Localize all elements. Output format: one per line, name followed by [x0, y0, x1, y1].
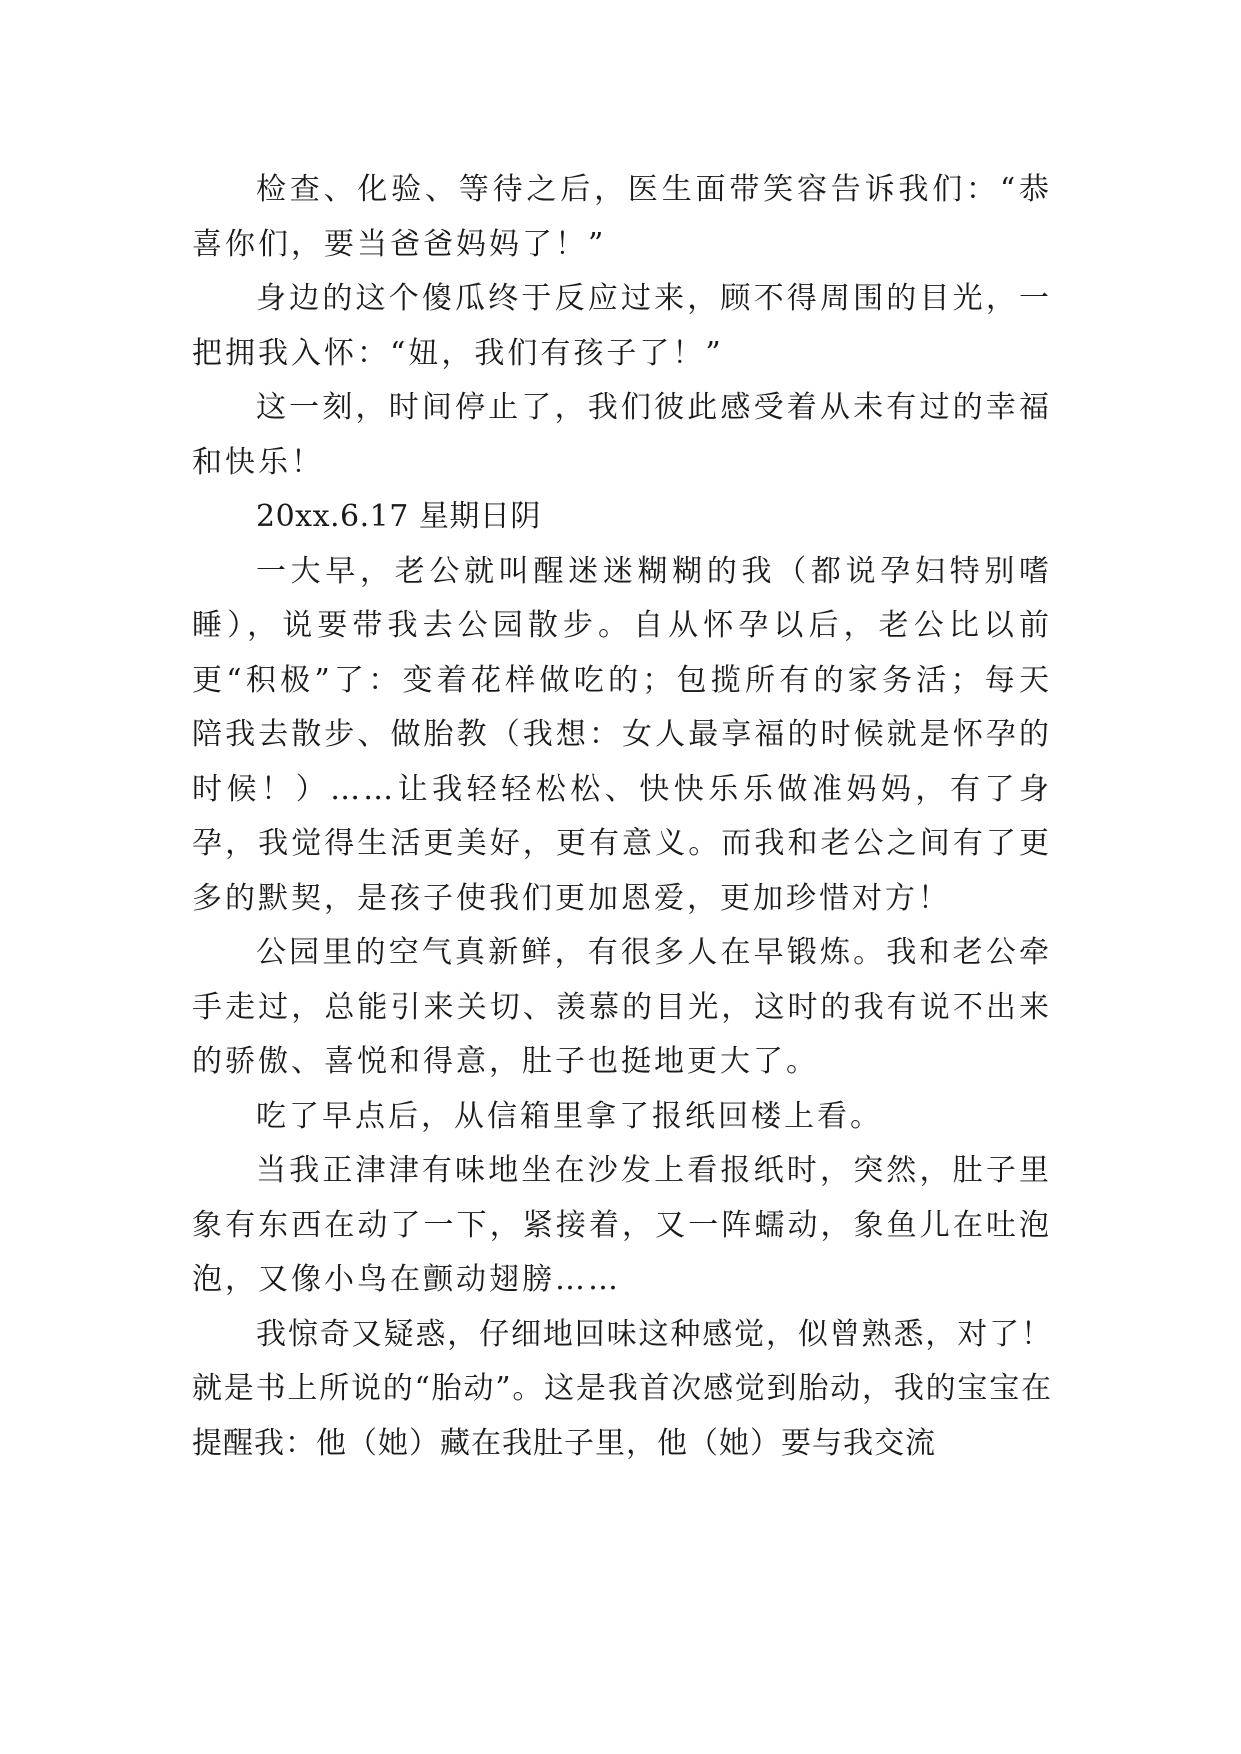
paragraph: 这一刻，时间停止了，我们彼此感受着从未有过的幸福和快乐！ — [192, 390, 1052, 480]
paragraph: 一大早，老公就叫醒迷迷糊糊的我（都说孕妇特别嗜睡），说要带我去公园散步。自从怀孕以后，老公比以前更“积极”了：变着花样做吃的；包揽所有的家务活；每天陪我去散步、做胎教（我想：女人最享福的时候就是怀孕的时候！）……让我轻轻松松、快快乐乐做准妈妈，有了身孕，我觉得生活更美好，更有意义。而我和老公之间有了更多的默契，是孩子使我们更加恩爱，更加珍惜对方！ — [192, 553, 1052, 916]
body-text — [192, 163, 1052, 1471]
paragraph: 检查、化验、等待之后，医生面带笑容告诉我们：“恭喜你们，要当爸爸妈妈了！” — [192, 172, 1052, 262]
paragraph: 我惊奇又疑惑，仔细地回味这种感觉，似曾熟悉，对了！就是书上所说的“胎动”。这是我首次感觉到胎动，我的宝宝在提醒我：他（她）藏在我肚子里，他（她）要与我交流 — [192, 1316, 1052, 1461]
paragraph: 公园里的空气真新鲜，有很多人在早锻炼。我和老公牵手走过，总能引来关切、羡慕的目光，这时的我有说不出来的骄傲、喜悦和得意，肚子也挺地更大了。 — [192, 935, 1052, 1079]
paragraph: 吃了早点后，从信箱里拿了报纸回楼上看。 — [256, 1098, 883, 1134]
diary-date-line: 20xx.6.17 星期日阴 — [256, 499, 541, 534]
paragraph: 身边的这个傻瓜终于反应过来，顾不得周围的目光，一把拥我入怀：“妞，我们有孩子了！” — [192, 281, 1052, 371]
paragraph: 当我正津津有味地坐在沙发上看报纸时，突然，肚子里象有东西在动了一下，紧接着，又一阵蠕动，象鱼儿在吐泡泡，又像小鸟在颤动翅膀…… — [192, 1153, 1052, 1297]
